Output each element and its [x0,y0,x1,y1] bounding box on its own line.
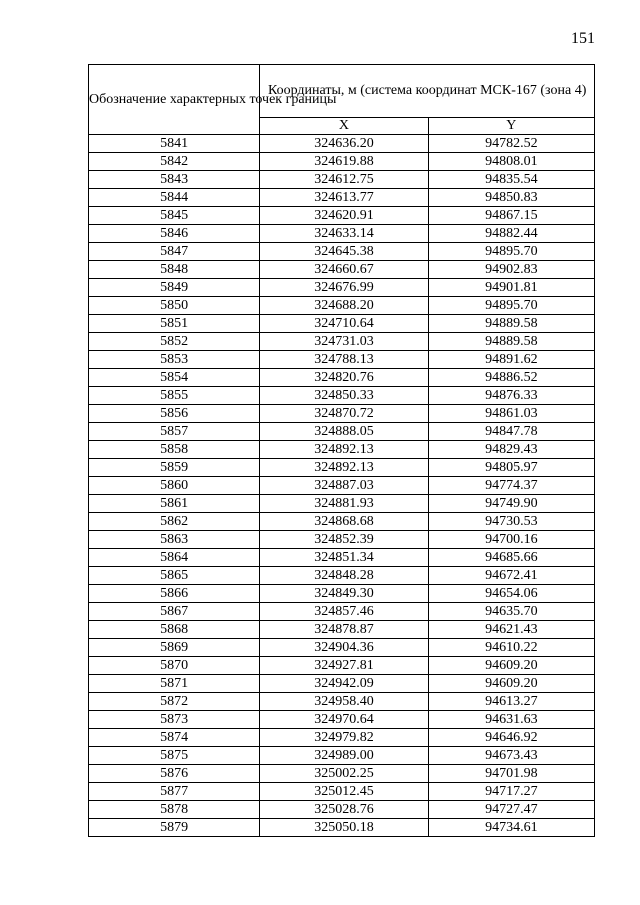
table-row [89,747,595,765]
y-coordinate-cell: 94610.22 [428,639,594,657]
x-coordinate-cell: 324676.99 [260,279,428,297]
point-id-cell: 5844 [89,189,260,207]
point-id-cell: 5871 [89,675,260,693]
header-coordinates: Координаты, м (система координат МСК-167 (зона 4) [260,65,595,118]
x-coordinate-cell: 324619.88 [260,153,428,171]
y-coordinate-cell: 94891.62 [428,351,594,369]
table-row [89,711,595,729]
table-row [89,765,595,783]
table-row [89,459,595,477]
x-coordinate-cell: 324857.46 [260,603,428,621]
table-row [89,675,595,693]
y-coordinate-cell: 94727.47 [428,801,594,819]
point-id-cell: 5865 [89,567,260,585]
table-row [89,549,595,567]
table-header [89,65,595,135]
y-coordinate-cell: 94631.63 [428,711,594,729]
table-row [89,693,595,711]
x-coordinate-cell: 324731.03 [260,333,428,351]
y-coordinate-cell: 94901.81 [428,279,594,297]
table-row [89,369,595,387]
point-id-cell: 5861 [89,495,260,513]
table-row [89,531,595,549]
header-point-designation: Обозначение характерных точек границы [89,65,260,135]
x-coordinate-cell: 324887.03 [260,477,428,495]
x-coordinate-cell: 324989.00 [260,747,428,765]
y-coordinate-cell: 94867.15 [428,207,594,225]
point-id-cell: 5859 [89,459,260,477]
y-coordinate-cell: 94621.43 [428,621,594,639]
y-coordinate-cell: 94701.98 [428,765,594,783]
y-coordinate-cell: 94829.43 [428,441,594,459]
point-id-cell: 5851 [89,315,260,333]
y-coordinate-cell: 94886.52 [428,369,594,387]
table-row [89,279,595,297]
table-row [89,513,595,531]
x-coordinate-cell: 324613.77 [260,189,428,207]
point-id-cell: 5862 [89,513,260,531]
point-id-cell: 5853 [89,351,260,369]
y-coordinate-cell: 94895.70 [428,297,594,315]
point-id-cell: 5866 [89,585,260,603]
x-coordinate-cell: 325002.25 [260,765,428,783]
table-row [89,441,595,459]
table-row [89,639,595,657]
y-coordinate-cell: 94782.52 [428,135,594,153]
x-coordinate-cell: 324849.30 [260,585,428,603]
x-coordinate-cell: 324851.34 [260,549,428,567]
point-id-cell: 5857 [89,423,260,441]
y-coordinate-cell: 94730.53 [428,513,594,531]
x-coordinate-cell: 324904.36 [260,639,428,657]
x-coordinate-cell: 324620.91 [260,207,428,225]
point-id-cell: 5850 [89,297,260,315]
x-coordinate-cell: 324870.72 [260,405,428,423]
point-id-cell: 5875 [89,747,260,765]
y-coordinate-cell: 94882.44 [428,225,594,243]
point-id-cell: 5849 [89,279,260,297]
table-row [89,189,595,207]
x-coordinate-cell: 324927.81 [260,657,428,675]
x-coordinate-cell: 324868.68 [260,513,428,531]
y-coordinate-cell: 94635.70 [428,603,594,621]
page-number: 151 [571,30,595,47]
table-row [89,153,595,171]
point-id-cell: 5879 [89,819,260,837]
y-coordinate-cell: 94646.92 [428,729,594,747]
y-coordinate-cell: 94850.83 [428,189,594,207]
x-coordinate-cell: 324888.05 [260,423,428,441]
x-coordinate-cell: 324688.20 [260,297,428,315]
table-row [89,819,595,837]
coordinates-table [88,64,595,837]
y-coordinate-cell: 94902.83 [428,261,594,279]
table-body [89,135,595,837]
x-coordinate-cell: 324892.13 [260,459,428,477]
y-coordinate-cell: 94847.78 [428,423,594,441]
x-coordinate-cell: 324850.33 [260,387,428,405]
table-row [89,297,595,315]
table-row [89,477,595,495]
point-id-cell: 5842 [89,153,260,171]
x-coordinate-cell: 324660.67 [260,261,428,279]
y-coordinate-cell: 94613.27 [428,693,594,711]
x-coordinate-cell: 324820.76 [260,369,428,387]
table-row [89,243,595,261]
point-id-cell: 5847 [89,243,260,261]
y-coordinate-cell: 94889.58 [428,315,594,333]
x-coordinate-cell: 324892.13 [260,441,428,459]
point-id-cell: 5848 [89,261,260,279]
table-row [89,729,595,747]
x-coordinate-cell: 325028.76 [260,801,428,819]
table-row [89,621,595,639]
y-coordinate-cell: 94889.58 [428,333,594,351]
point-id-cell: 5854 [89,369,260,387]
table-row [89,207,595,225]
point-id-cell: 5852 [89,333,260,351]
y-coordinate-cell: 94717.27 [428,783,594,801]
y-coordinate-cell: 94609.20 [428,675,594,693]
table-row [89,585,595,603]
x-coordinate-cell: 324881.93 [260,495,428,513]
table-row [89,567,595,585]
x-coordinate-cell: 324979.82 [260,729,428,747]
y-coordinate-cell: 94861.03 [428,405,594,423]
x-coordinate-cell: 324942.09 [260,675,428,693]
x-coordinate-cell: 324878.87 [260,621,428,639]
table-row [89,351,595,369]
table-row [89,783,595,801]
point-id-cell: 5855 [89,387,260,405]
table-row [89,603,595,621]
y-coordinate-cell: 94774.37 [428,477,594,495]
x-coordinate-cell: 324848.28 [260,567,428,585]
table-row [89,423,595,441]
table-row [89,135,595,153]
point-id-cell: 5860 [89,477,260,495]
y-coordinate-cell: 94876.33 [428,387,594,405]
point-id-cell: 5873 [89,711,260,729]
y-coordinate-cell: 94685.66 [428,549,594,567]
y-coordinate-cell: 94895.70 [428,243,594,261]
y-coordinate-cell: 94673.43 [428,747,594,765]
table-row [89,387,595,405]
table-row [89,315,595,333]
point-id-cell: 5856 [89,405,260,423]
y-coordinate-cell: 94749.90 [428,495,594,513]
point-id-cell: 5869 [89,639,260,657]
x-coordinate-cell: 324645.38 [260,243,428,261]
table-row [89,225,595,243]
point-id-cell: 5843 [89,171,260,189]
x-coordinate-cell: 324612.75 [260,171,428,189]
table-row [89,333,595,351]
table-row [89,657,595,675]
y-coordinate-cell: 94609.20 [428,657,594,675]
y-coordinate-cell: 94654.06 [428,585,594,603]
x-coordinate-cell: 324710.64 [260,315,428,333]
point-id-cell: 5870 [89,657,260,675]
point-id-cell: 5878 [89,801,260,819]
x-coordinate-cell: 324970.64 [260,711,428,729]
y-coordinate-cell: 94835.54 [428,171,594,189]
y-coordinate-cell: 94734.61 [428,819,594,837]
y-coordinate-cell: 94700.16 [428,531,594,549]
table-row [89,261,595,279]
point-id-cell: 5868 [89,621,260,639]
point-id-cell: 5872 [89,693,260,711]
x-coordinate-cell: 324958.40 [260,693,428,711]
point-id-cell: 5846 [89,225,260,243]
point-id-cell: 5867 [89,603,260,621]
point-id-cell: 5845 [89,207,260,225]
x-coordinate-cell: 325012.45 [260,783,428,801]
table-row [89,171,595,189]
point-id-cell: 5841 [89,135,260,153]
y-coordinate-cell: 94808.01 [428,153,594,171]
table-row [89,495,595,513]
x-coordinate-cell: 324788.13 [260,351,428,369]
x-coordinate-cell: 325050.18 [260,819,428,837]
point-id-cell: 5877 [89,783,260,801]
header-x: X [260,118,428,135]
y-coordinate-cell: 94672.41 [428,567,594,585]
table-row [89,801,595,819]
point-id-cell: 5876 [89,765,260,783]
x-coordinate-cell: 324633.14 [260,225,428,243]
x-coordinate-cell: 324636.20 [260,135,428,153]
point-id-cell: 5864 [89,549,260,567]
table-row [89,405,595,423]
header-y: Y [428,118,594,135]
point-id-cell: 5874 [89,729,260,747]
point-id-cell: 5858 [89,441,260,459]
point-id-cell: 5863 [89,531,260,549]
y-coordinate-cell: 94805.97 [428,459,594,477]
x-coordinate-cell: 324852.39 [260,531,428,549]
